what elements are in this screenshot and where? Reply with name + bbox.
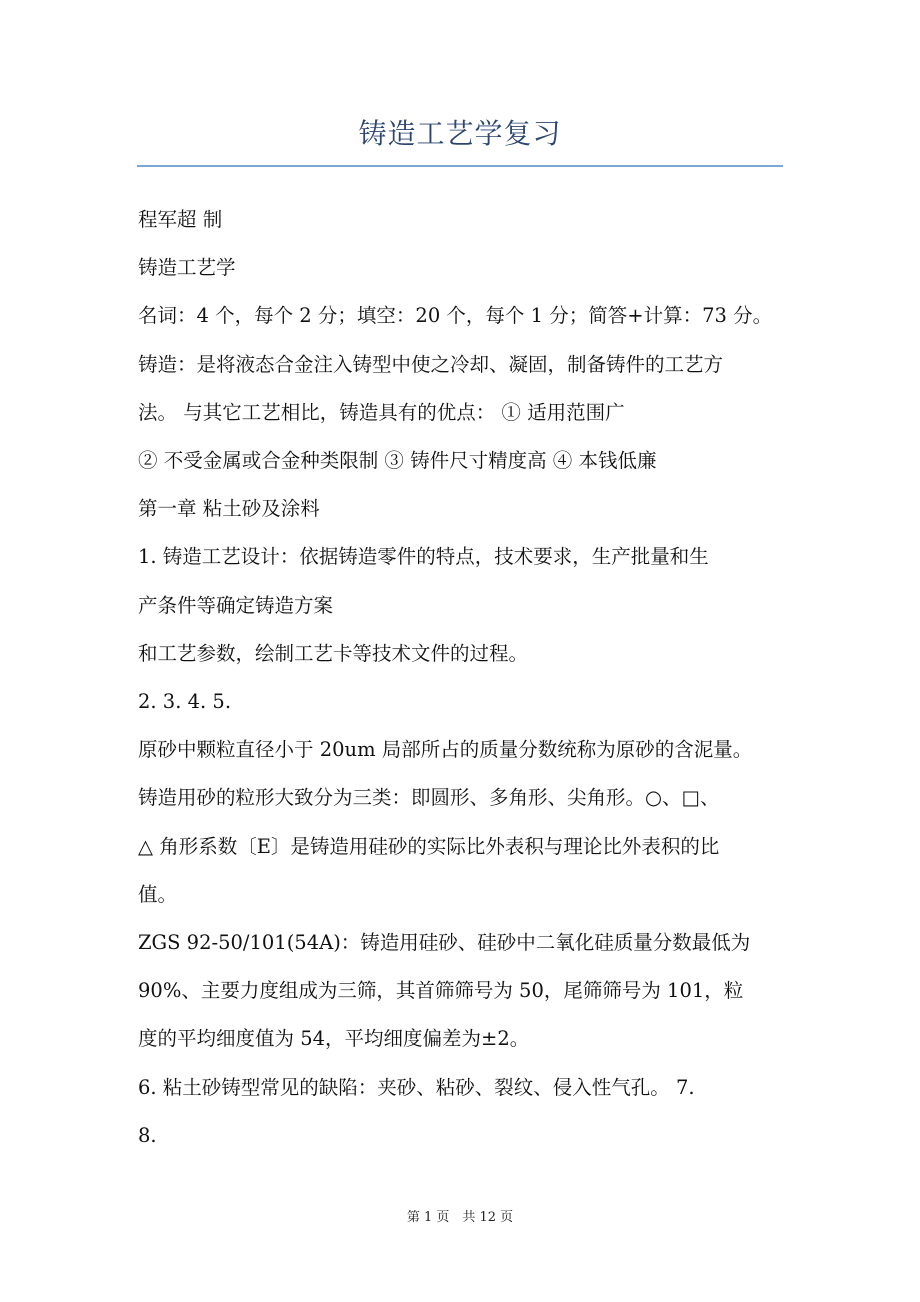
text-line: 度的平均细度值为 54，平均细度偏差为±2。 xyxy=(138,1027,530,1051)
document-title: 铸造工艺学复习 xyxy=(358,117,562,150)
text-line: 产条件等确定铸造方案 xyxy=(138,593,334,617)
text-line: 1. 铸造工艺设计：依据铸造零件的特点，技术要求，生产批量和生 xyxy=(138,545,709,569)
text-line: 原砂中颗粒直径小于 20um 局部所占的质量分数统称为原砂的含泥量。 xyxy=(138,738,753,762)
text-line: 6. 粘土砂铸型常见的缺陷：夹砂、粘砂、裂纹、侵入性气孔。 7. xyxy=(138,1075,695,1099)
text-line: 铸造：是将液态合金注入铸型中使之冷却、凝固，制备铸件的工艺方 xyxy=(138,352,724,376)
title-divider xyxy=(137,165,783,167)
text-line: ZGS 92-50/101(54A)：铸造用硅砂、硅砂中二氧化硅质量分数最低为 xyxy=(138,931,751,955)
text-line: 第一章 粘土砂及涂料 xyxy=(138,497,320,521)
text-line: ② 不受金属或合金种类限制 ③ 铸件尺寸精度高 ④ 本钱低廉 xyxy=(138,449,657,473)
text-line: 90%、主要力度组成为三筛，其首筛筛号为 50，尾筛筛号为 101，粒 xyxy=(138,979,744,1003)
text-line: 铸造工艺学 xyxy=(138,256,236,280)
text-line: 2. 3. 4. 5. xyxy=(138,690,232,714)
text-line: △ 角形系数〔E〕是铸造用硅砂的实际比外表积与理论比外表积的比 xyxy=(138,834,720,858)
text-line: 8. xyxy=(138,1123,157,1147)
text-line: 值。 xyxy=(138,882,178,906)
text-line: 程军超 制 xyxy=(138,208,223,231)
text-line: 名词：4 个，每个 2 分；填空：20 个，每个 1 分；简答+计算：73 分。 xyxy=(138,304,773,328)
text-line: 和工艺参数，绘制工艺卡等技术文件的过程。 xyxy=(138,641,529,665)
document-body xyxy=(138,196,798,1160)
text-line: 铸造用砂的粒形大致分为三类：即圆形、多角形、尖角形。○、□、 xyxy=(138,786,720,810)
text-line: 法。 与其它工艺相比，铸造具有的优点： ① 适用范围广 xyxy=(138,400,625,424)
page-footer: 第 1 页 共 12 页 xyxy=(406,1210,514,1225)
